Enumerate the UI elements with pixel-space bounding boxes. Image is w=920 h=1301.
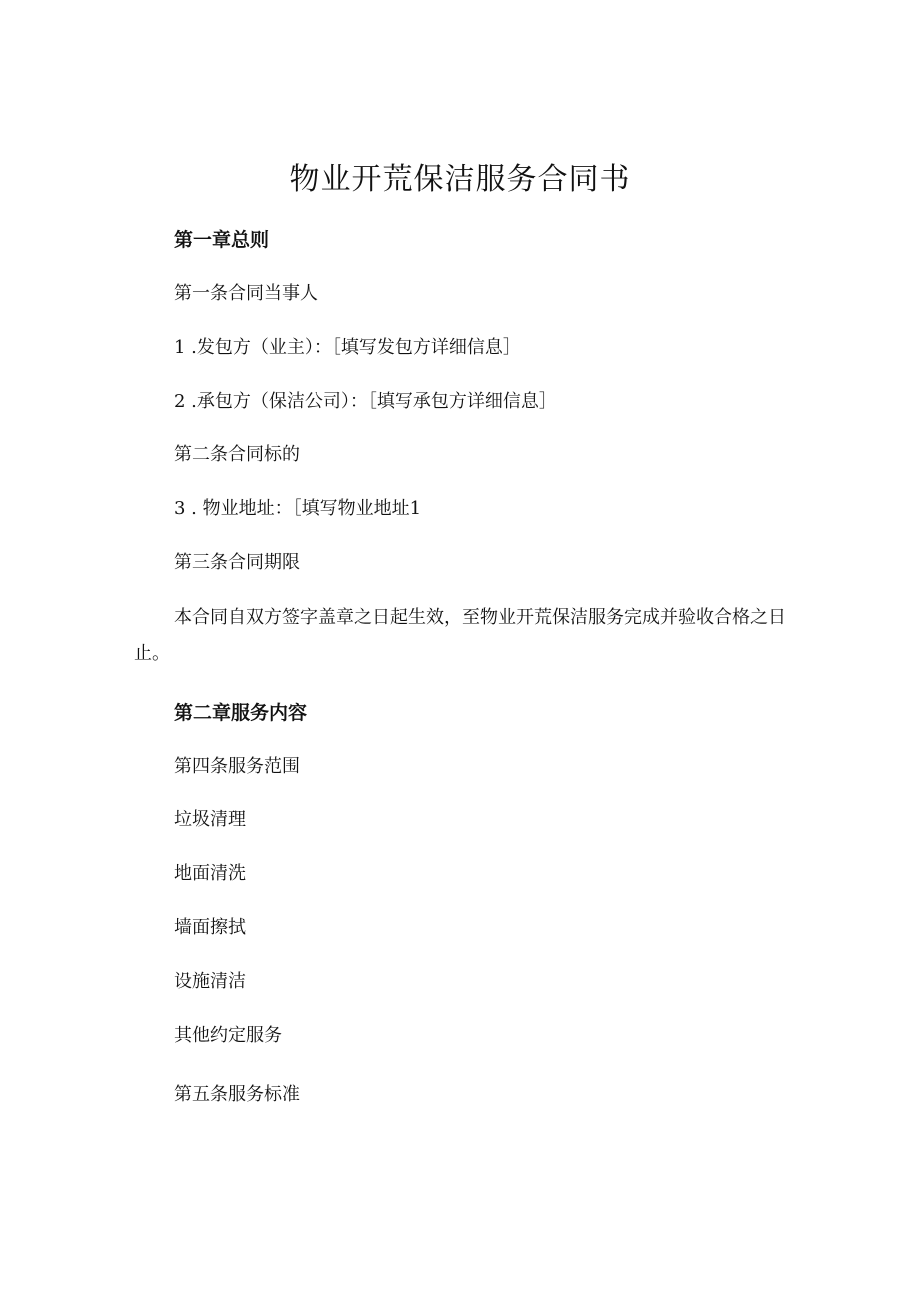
- article-4-heading: 第四条服务范围: [174, 756, 300, 777]
- party-b-item: 2 .承包方（保洁公司）：［填写承包方详细信息］: [174, 391, 557, 412]
- service-item: 设施清洁: [174, 971, 246, 992]
- chapter-2-heading: 第二章服务内容: [174, 702, 308, 724]
- article-5-heading: 第五条服务标准: [174, 1084, 300, 1105]
- contract-term-paragraph: 本合同自双方签字盖章之日起生效，至物业开荒保洁服务完成并验收合格之日止。: [134, 607, 786, 664]
- property-address-item: 3 . 物业地址：［填写物业地址1: [174, 498, 422, 519]
- document-title: 物业开荒保洁服务合同书: [289, 162, 631, 197]
- chapter-1-heading: 第一章总则: [174, 229, 270, 251]
- service-item: 其他约定服务: [174, 1025, 282, 1046]
- article-3-heading: 第三条合同期限: [174, 552, 300, 573]
- service-item: 垃圾清理: [174, 809, 246, 830]
- article-1-heading: 第一条合同当事人: [174, 283, 318, 304]
- party-a-item: 1 .发包方（业主）：［填写发包方详细信息］: [174, 337, 521, 358]
- service-item: 地面清洗: [174, 863, 246, 884]
- article-2-heading: 第二条合同标的: [174, 444, 300, 465]
- service-item: 墙面擦拭: [174, 917, 246, 938]
